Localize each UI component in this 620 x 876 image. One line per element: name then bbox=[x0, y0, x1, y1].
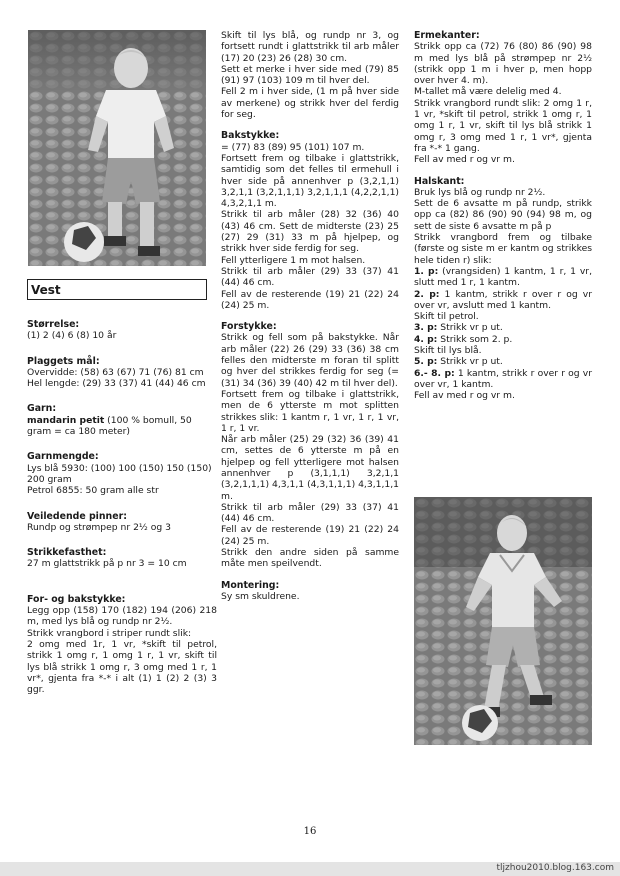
body-switch: Skift til lys blå, og rundp nr 3, og fortsett rundt i glattstrikk til arb måler (17) 20 (23) 26 (28) 30 cm. bbox=[221, 30, 399, 64]
column-1 bbox=[27, 319, 217, 695]
sleeve-divisible: M-tallet må være delelig med 4. bbox=[414, 86, 562, 98]
back-count: = (77) 83 (89) 95 (101) 107 m. bbox=[221, 141, 365, 153]
gauge-text: 27 m glattstrikk på p nr 3 = 10 cm bbox=[27, 558, 187, 570]
row-4-text: Strikk som 2. p. bbox=[437, 333, 513, 345]
back-armhole: Fortsett frem og tilbake i glattstrikk, samtidig som det felles til ermehull i hver side på annenhver p (3,2,1,1) 3,2,1,1 (3,2,1,1,1) 3,2,1,1,1 (4,2,2,1,1) 4,3,2,1,1 m. bbox=[221, 152, 399, 210]
row-3-text: Strikk vr p ut. bbox=[437, 322, 503, 334]
column-3 bbox=[414, 30, 592, 402]
neck-switch-petrol: Skift til petrol. bbox=[414, 311, 479, 323]
neck-pickup: Sett de 6 avsatte m på rundp, strikk opp ca (82) 86 (90) 90 (94) 98 m, og sett de siste 6 avsatte m på p bbox=[414, 198, 592, 232]
front-split: Strikk og fell som på bakstykke. Når arb måler (22) 26 (29) 33 (36) 38 cm felles den midterste m foran til splitt og hver del strikkes ferdig for seg (= (31) 34 (36) 39 (40) 42 m til hver del). bbox=[221, 332, 399, 389]
back-decrease: Fell ytterligere 1 m mot halsen. bbox=[221, 254, 366, 266]
front-back-heading: For- og bakstykke: bbox=[27, 593, 126, 605]
row-6-8-label: 6.- 8. p: bbox=[414, 367, 455, 379]
sleeve-bind-off: Fell av med r og vr m. bbox=[414, 154, 515, 166]
measures-length: Hel lengde: (29) 33 (37) 41 (44) 46 cm bbox=[27, 378, 206, 390]
sleeve-rib: Strikk vrangbord rundt slik: 2 omg 1 r, 1 vr, *skift til petrol, strikk 1 omg r, 1 omg 1 r, 1 vr, skift til lys blå strikk 1 omg r, 3 omg med 1 r, 1 vr*, gjenta fra *-* 1 gang. bbox=[414, 97, 592, 154]
sleeve-heading: Ermekanter: bbox=[414, 30, 480, 41]
front-heading: Forstykke: bbox=[221, 321, 277, 333]
front-neck: Når arb måler (25) 29 (32) 36 (39) 41 cm, settes de 6 ytterste m på en hjelpep og fell ytterligere mot halsen annenhver p (3,1,1,1) 3,2,1,1 (3,2,1,1,1) 4,3,1,1 (4,3,1,1,1) 4,3,1,1,1 m. bbox=[221, 434, 399, 502]
column-2 bbox=[221, 30, 399, 602]
neck-row-5 bbox=[414, 356, 592, 367]
neck-bind-off: Fell av med r og vr m. bbox=[414, 390, 515, 402]
body-marker: Sett et merke i hver side med (79) 85 (91) 97 (103) 109 m til hver del. bbox=[221, 63, 399, 87]
photo-top-illustration bbox=[28, 30, 206, 266]
front-edge: Fortsett frem og tilbake i glattstrikk, men de 6 ytterste m mot splitten strikkes slik: 1 kantm r, 1 vr, 1 r, 1 vr, 1 r, 1 vr. bbox=[221, 388, 399, 434]
amount-blue: Lys blå 5930: (100) 100 (150) 150 (150) 200 gram bbox=[27, 462, 212, 485]
photo-bottom bbox=[414, 497, 592, 745]
back-length: Strikk til arb måler (29) 33 (37) 41 (44) 46 cm. bbox=[221, 265, 399, 289]
row-5-text: Strikk vr p ut. bbox=[437, 356, 503, 368]
front-length: Strikk til arb måler (29) 33 (37) 41 (44) 46 cm. bbox=[221, 501, 399, 525]
row-1-text: (vrangsiden) 1 kantm, 1 r, 1 vr, slutt med 1 r, 1 kantm. bbox=[414, 265, 592, 289]
sleeve-pickup: Strikk opp ca (72) 76 (80) 86 (90) 98 m med lys blå på strømpep nr 2½ (strikk opp 1 m i hver p, men hopp over hver 4. m). bbox=[414, 41, 592, 87]
gauge-heading: Strikkefasthet: bbox=[27, 547, 107, 559]
measures-heading: Plaggets mål: bbox=[27, 355, 100, 367]
footer-bar bbox=[0, 862, 620, 876]
row-2-label: 2. p: bbox=[414, 288, 440, 300]
neck-needle: Bruk lys blå og rundp nr 2½. bbox=[414, 186, 546, 198]
row-1-label: 1. p: bbox=[414, 265, 439, 277]
neck-rib: Strikk vrangbord frem og tilbake (første og siste m er kantm og strikkes hele tiden r) slik: bbox=[414, 232, 593, 266]
row-3-label: 3. p: bbox=[414, 322, 438, 334]
row-6-8-text: 1 kantm, strikk r over r og vr over vr, 1 kantm. bbox=[414, 367, 592, 390]
assembly-text: Sy sm skuldrene. bbox=[221, 590, 300, 602]
neck-row-4 bbox=[414, 334, 592, 345]
front-back-cast-on: Legg opp (158) 170 (182) 194 (206) 218 m, med lys blå og rundp nr 2½. bbox=[27, 605, 217, 628]
amount-petrol: Petrol 6855: 50 gram alle str bbox=[27, 485, 159, 497]
photo-top bbox=[28, 30, 206, 266]
assembly-heading: Montering: bbox=[221, 579, 280, 591]
front-back-stripes: 2 omg med 1r, 1 vr, *skift til petrol, strikk 1 omg r, 1 omg 1 r, 1 vr, skift til lys blå strikk 1 omg r, 3 omg med 1 r, 1 vr*, gjenta fra *-* i alt (1) 1 (2) 2 (3) 3 ggr. bbox=[27, 638, 217, 696]
needles-text: Rundp og strømpep nr 2½ og 3 bbox=[27, 521, 171, 533]
photo-bottom-illustration bbox=[414, 497, 592, 745]
back-bind-off: Fell av de resterende (19) 21 (22) 24 (24) 25 m. bbox=[221, 288, 399, 311]
yarn-desc: (100 % bomull, 50 gram = ca 180 meter) bbox=[27, 414, 192, 438]
measures-width: Overvidde: (58) 63 (67) 71 (76) 81 cm bbox=[27, 366, 204, 378]
size-heading: Størrelse: bbox=[27, 319, 80, 330]
yarn-text bbox=[27, 415, 217, 438]
row-4-label: 4. p: bbox=[414, 333, 438, 345]
neck-heading: Halskant: bbox=[414, 175, 465, 187]
row-5-label: 5. p: bbox=[414, 356, 438, 368]
front-bind-off: Fell av de resterende (19) 21 (22) 24 (24) 25 m. bbox=[221, 524, 399, 547]
page-number: 16 bbox=[303, 826, 317, 837]
body-decrease: Fell 2 m i hver side, (1 m på hver side av merkene) og strikk hver del ferdig for seg. bbox=[221, 86, 399, 121]
neck-row-2 bbox=[414, 289, 592, 312]
neck-switch-blue: Skift til lys blå. bbox=[414, 345, 482, 357]
row-2-text: 1 kantm, strikk r over r og vr over vr, avslutt med 1 kantm. bbox=[414, 288, 592, 311]
neck-row-6-8 bbox=[414, 368, 592, 391]
front-mirror: Strikk den andre siden på samme måte men speilvendt. bbox=[221, 547, 399, 570]
neck-row-3 bbox=[414, 322, 592, 333]
neck-row-1 bbox=[414, 266, 592, 289]
yarn-heading: Garn: bbox=[27, 403, 57, 415]
size-text: (1) 2 (4) 6 (8) 10 år bbox=[27, 330, 117, 342]
back-heading: Bakstykke: bbox=[221, 130, 280, 142]
amount-heading: Garnmengde: bbox=[27, 451, 99, 463]
pattern-title: Vest bbox=[27, 279, 207, 300]
yarn-name: mandarin petit bbox=[27, 414, 105, 426]
back-neck: Strikk til arb måler (28) 32 (36) 40 (43) 46 cm. Sett de midterste (23) 25 (27) 29 (31) 33 m på hjelpep, og strikk hver side ferdig for seg. bbox=[221, 209, 399, 255]
needles-heading: Veiledende pinner: bbox=[27, 510, 127, 522]
footer-url[interactable]: tljzhou2010.blog.163.com bbox=[496, 863, 614, 873]
front-back-rib: Strikk vrangbord i striper rundt slik: bbox=[27, 627, 192, 639]
